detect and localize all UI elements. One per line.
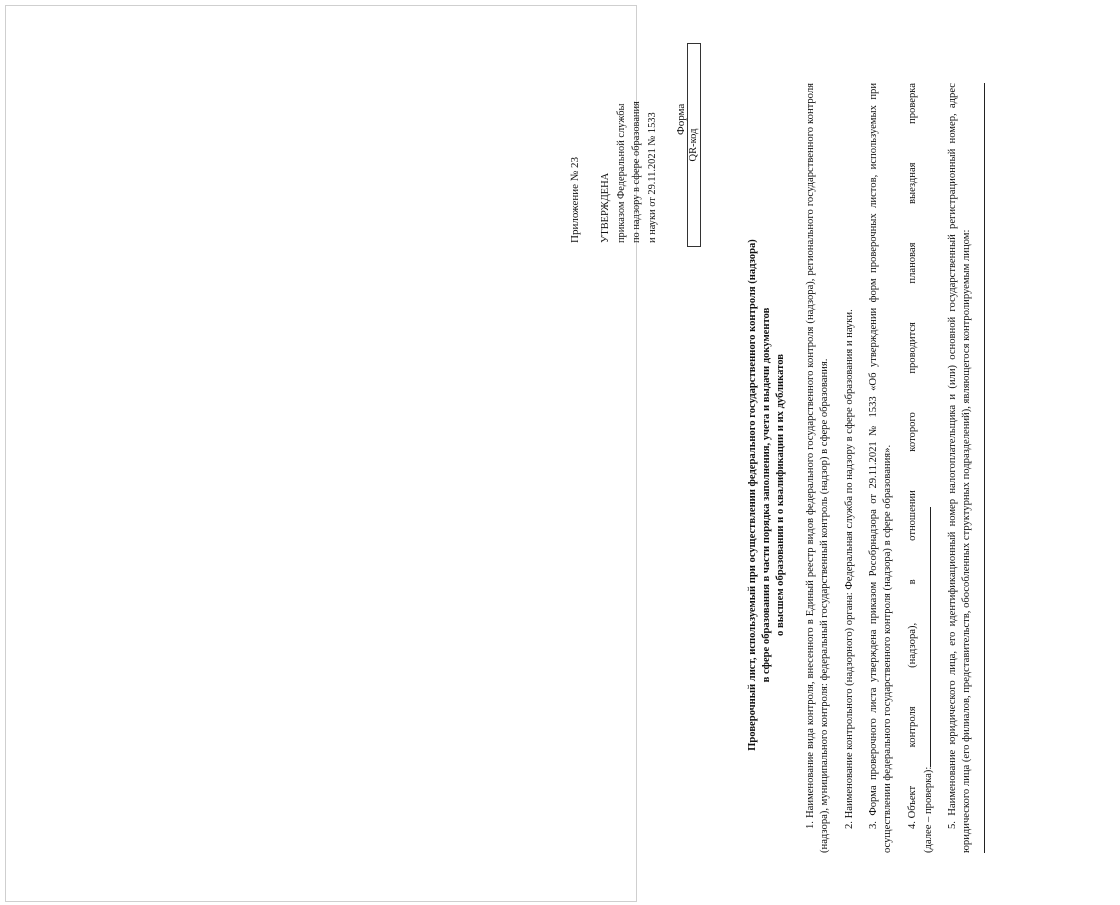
word: в <box>906 579 918 585</box>
item-5: 5. Наименование юридического лица, его идентификационный номер налогоплательщика и (или) основной государственный регистрационный номер, адрес юридического лица (его филиалов, представительств, обособленных структурных подразделений), являющегося контролируемым лицом: <box>947 83 973 853</box>
item-1: 1. Наименование вида контроля, внесенного в Единый реестр видов федерального государственного контроля (надзора), регионального государственного контроля (надзора), муниципального контроля: федеральный государственный контроль (надзор) в сфере образования. <box>805 83 830 853</box>
word: проводится <box>906 322 918 374</box>
item-4 <box>906 83 936 853</box>
page-border <box>5 5 637 902</box>
word: плановая <box>906 242 918 284</box>
item-4-tail: (далее – проверка): <box>920 83 936 853</box>
word: которого <box>906 412 918 452</box>
fill-line <box>920 507 931 767</box>
item-3: 3. Форма проверочного листа утверждена приказом Рособрнадзора от 29.11.2021 № 1533 «Об утверждении форм проверочных листов, используемых при осуществлении федерального государственного контроля (надзора) в сфере образования». <box>868 83 894 853</box>
item-4-words <box>906 83 920 853</box>
approval-line: приказом Федеральной службы <box>615 103 627 243</box>
fill-line <box>976 83 985 853</box>
title-line: Проверочный лист, используемый при осуществлении федерального государственного контроля (надзора) <box>747 239 758 751</box>
qr-code-box: QR-код <box>687 43 701 247</box>
rotated-document <box>560 45 1120 855</box>
document-title <box>746 135 787 855</box>
approval-line: и науки от 29.11.2021 № 1533 <box>646 112 658 243</box>
word: 4. Объект <box>906 785 918 829</box>
form-label: Форма <box>675 103 687 135</box>
appendix-number: Приложение № 23 <box>569 156 581 243</box>
word: (надзора), <box>906 622 918 668</box>
approval-word: УТВЕРЖДЕНА <box>600 172 611 243</box>
item-2: 2. Наименование контрольного (надзорного) органа: Федеральная служба по надзору в сфере образования и науки. <box>843 309 855 829</box>
title-line: в сфере образования в части порядка заполнения, учета и выдачи документов <box>760 307 772 683</box>
word: контроля <box>906 706 918 748</box>
approval-block <box>598 53 660 243</box>
word: отношении <box>906 490 918 541</box>
word: выездная <box>906 162 918 205</box>
word: проверка <box>906 83 918 124</box>
approval-line: по надзору в сфере образования <box>631 101 643 243</box>
document-body <box>804 83 985 853</box>
title-line: о высшем образовании и о квалификации и их дубликатов <box>774 354 786 636</box>
